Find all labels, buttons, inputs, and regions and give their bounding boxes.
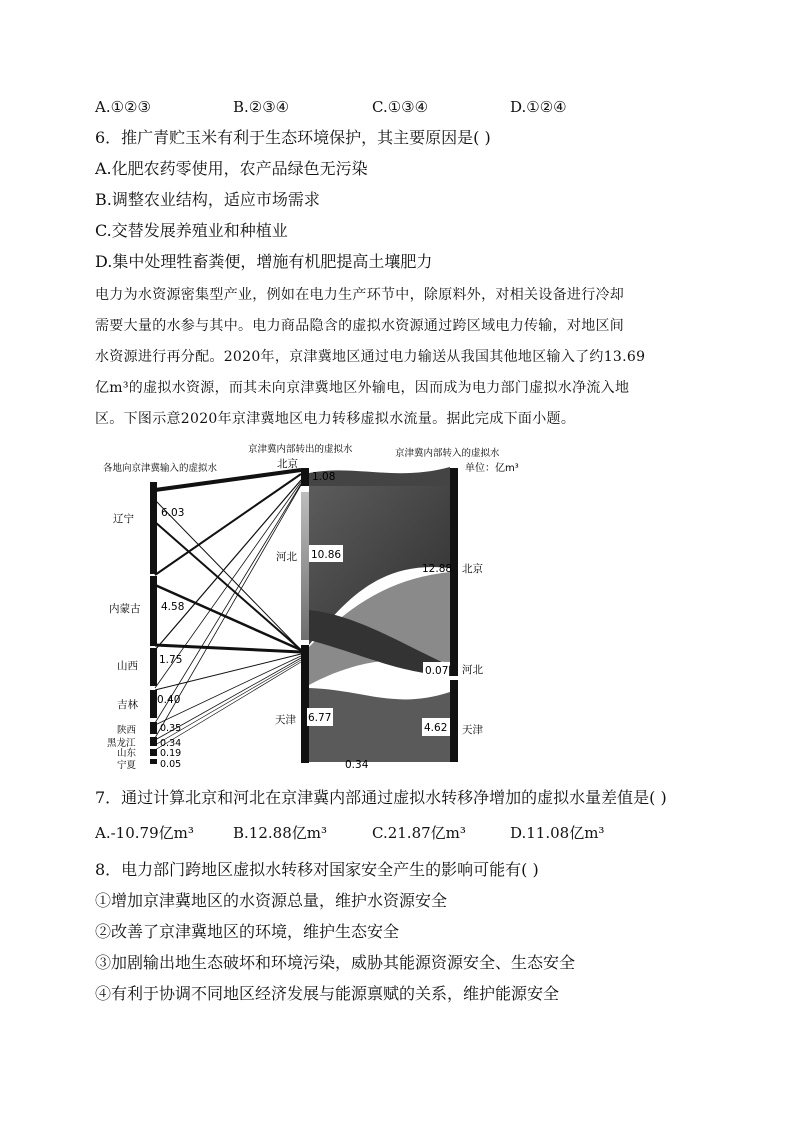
source-bar-heilongjiang [150,737,157,746]
q8-item-1: ①增加京津冀地区的水资源总量，维护水资源安全 [95,891,448,910]
source-value: 0.19 [160,748,182,759]
q5-option-c: C.①③④ [372,98,429,116]
source-name: 山东 [117,748,137,759]
source-value: 0.05 [160,759,182,770]
q5-option-d: D.①②④ [510,98,567,116]
middle-bar-hebei [301,492,309,640]
target-name: 河北 [462,664,483,676]
source-name: 山西 [117,660,138,672]
column-title-targets: 京津冀内部转入的虚拟水 [395,448,500,459]
column-title-middle: 京津冀内部转出的虚拟水 [248,444,353,455]
source-bar-shaanxi [150,722,157,734]
target-name: 天津 [462,724,483,736]
q6-option-c: C.交替发展养殖业和种植业 [95,221,288,240]
source-value: 0.40 [157,694,181,706]
source-name: 辽宁 [113,513,134,525]
middle-value: 10.86 [311,549,342,561]
middle-bar-tianjin [301,645,309,763]
source-value: 0.35 [160,723,182,734]
middle-value: 6.77 [308,712,332,724]
q7-option-a: A.-10.79亿m³ [95,824,194,842]
flow-line [155,480,301,650]
passage-line: 水资源进行再分配。2020年，京津冀地区通过电力输送从我国其他地区输入了约13.69 [95,349,646,365]
middle-name: 河北 [276,551,297,563]
q8-item-4: ④有利于协调不同地区经济发展与能源禀赋的关系，维护能源安全 [95,984,560,1003]
column-title-sources: 各地向京津冀输入的虚拟水 [103,463,218,474]
middle-name: 天津 [275,714,296,726]
q8-item-3: ③加剧输出地生态破坏和环境污染，威胁其能源资源安全、生态安全 [95,953,576,972]
q6-option-b: B.调整农业结构，适应市场需求 [95,190,320,209]
q6-option-d: D.集中处理牲畜粪便，增施有机肥提高土壤肥力 [95,252,433,271]
middle-name: 北京 [277,458,298,470]
source-value: 0.34 [160,738,182,749]
source-name: 陕西 [117,725,137,736]
passage-line: 电力为水资源密集型产业，例如在电力生产环节中，除原料外，对相关设备进行冷却 [95,287,625,303]
target-value: 0.07 [425,665,449,677]
source-value: 6.03 [161,507,185,519]
source-bar-liaoning [150,482,157,574]
target-name: 北京 [462,563,483,575]
passage-line: 需要大量的水参与其中。电力商品隐含的虚拟水资源通过跨区域电力传输，对地区间 [95,318,625,334]
source-name: 黑龙江 [107,738,136,749]
flow-line [155,645,301,652]
source-bar-shandong [150,749,157,756]
middle-bar-beijing [301,468,309,486]
source-name: 吉林 [117,699,138,711]
q7-option-d: D.11.08亿m³ [510,824,605,842]
source-bar-shanxi [150,648,157,686]
passage-line: 区。下图示意2020年京津冀地区电力转移虚拟水流量。据此完成下面小题。 [95,411,576,427]
q6-option-a: A.化肥农药零使用，农产品绿色无污染 [95,159,368,178]
flow-line [155,522,301,650]
source-bar-jilin [150,690,157,718]
q7-option-b: B.12.88亿m³ [233,824,327,842]
unit-label: 单位：亿m³ [465,463,519,474]
q5-option-b: B.②③④ [233,98,290,116]
q7-option-c: C.21.87亿m³ [372,824,466,842]
passage-line: 亿m³的虚拟水资源，而其未向京津冀地区外输电，因而成为电力部门虚拟水净流入地 [95,380,630,396]
target-value: 4.62 [424,722,448,734]
bottom-flow-value: 0.34 [345,759,369,771]
q6-stem: 6．推广青贮玉米有利于生态环境保护，其主要原因是( ) [95,128,491,147]
middle-value: 1.08 [312,471,336,483]
reading-passage [95,280,695,435]
target-bar-tianjin [450,680,458,762]
source-name: 宁夏 [117,760,137,771]
q5-option-a: A.①②③ [95,98,151,116]
flow-line [155,662,301,750]
source-bar-neimenggu [150,576,157,646]
q7-stem: 7．通过计算北京和河北在京津冀内部通过虚拟水转移净增加的虚拟水量差值是( ) [95,788,667,807]
q8-stem: 8．电力部门跨地区虚拟水转移对国家安全产生的影响可能有( ) [95,860,539,879]
q8-item-2: ②改善了京津冀地区的环境，维护生态安全 [95,922,400,941]
target-bar-hebei [450,664,458,676]
source-name: 内蒙古 [109,603,141,615]
source-value: 4.58 [161,601,185,613]
source-value: 1.75 [159,654,183,666]
flow-line [155,585,301,650]
source-bar-ningxia [150,759,157,764]
target-value: 12.88 [422,563,453,575]
virtual-water-sankey-diagram [95,440,545,780]
